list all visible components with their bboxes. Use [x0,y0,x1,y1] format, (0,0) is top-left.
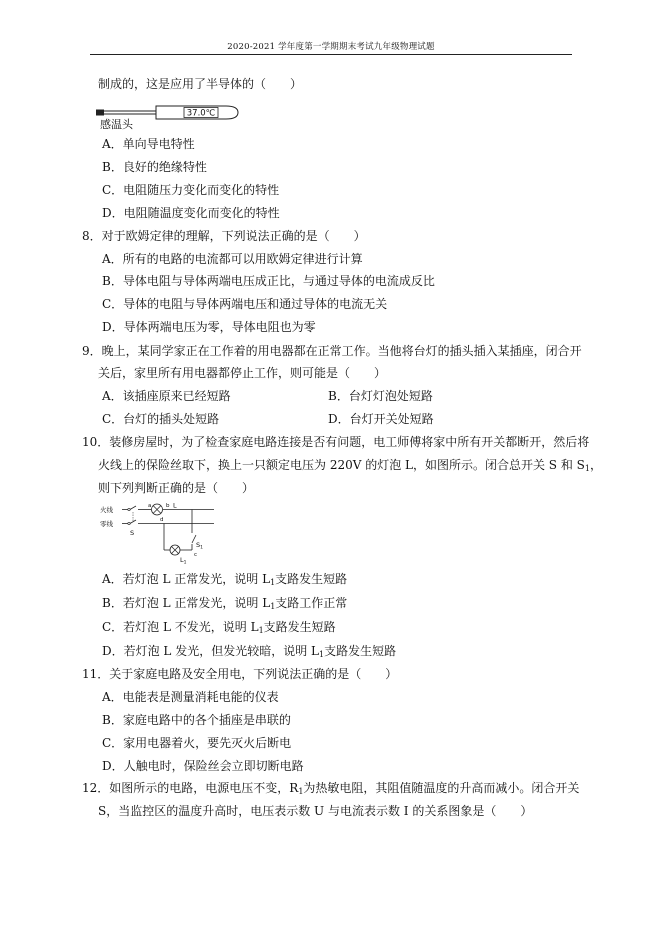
q10-option-c-pre: C．若灯泡 L 不发光，说明 L [102,620,259,634]
q7-option-a: A．单向导电特性 [102,137,195,151]
q12-stem-line2: S，当监控区的温度升高时，电压表示数 U 与电流表示数 I 的关系图象是（ ） [98,804,533,818]
q10-stem-line3: 则下列判断正确的是（ ） [98,481,255,495]
q9-option-b: B．台灯灯泡处短路 [328,389,433,403]
q10-option-b-post: 支路工作正常 [275,596,348,610]
sensor-label: 感温头 [100,118,133,131]
q10-option-c-post: 支路发生短路 [263,620,336,634]
q10-stem-line2-end: ， [589,458,602,472]
q10-option-c-sub: 1 [258,626,264,635]
q12-stem-line1-sub: 1 [298,787,304,796]
q10-stem-line1: 10．装修房屋时，为了检查家庭电路连接是否有问题，电工师傅将家中所有开关都断开，然后将 [82,435,590,449]
q10-option-d-post: 支路发生短路 [324,644,397,658]
q10-option-a-post: 支路发生短路 [275,572,348,586]
sensor-tip-icon [96,110,104,116]
q11-option-c: C．家用电器着火，要先灭火后断电 [102,736,292,750]
q11-stem: 11．关于家庭电路及安全用电，下列说法正确的是（ ） [82,667,398,681]
q10-option-a-sub: 1 [270,578,276,587]
q8-option-a: A．所有的电路的电流都可以用欧姆定律进行计算 [102,252,363,266]
q10-option-c [102,619,336,639]
q7-option-c: C．电阻随压力变化而变化的特性 [102,183,280,197]
q9-option-a: A．该插座原来已经短路 [102,389,231,403]
page-header: 2020-2021 学年度第一学期期末考试九年级物理试题 [227,42,435,52]
q10-option-b-pre: B．若灯泡 L 正常发光，说明 L [102,596,271,610]
point-a-label: a [148,503,152,509]
thermometer-display-text: 37.0℃ [186,108,216,119]
q7-option-b: B．良好的绝缘特性 [102,160,207,174]
q8-option-c: C．导体的电阻与导体两端电压和通过导体的电流无关 [102,297,388,311]
q12-stem-line1-post: 为热敏电阻，其阻值随温度的升高而减小。闭合开关 [303,781,580,795]
q10-option-d [102,643,396,663]
q9-option-d: D．台灯开关处短路 [328,412,434,426]
q11-option-d: D．人触电时，保险丝会立即切断电路 [102,759,304,773]
household-circuit-diagram [100,500,218,568]
q10-option-a-pre: A．若灯泡 L 正常发光，说明 L [102,572,271,586]
q10-stem-line2-text: 火线上的保险丝取下，换上一只额定电压为 220V 的灯泡 L，如图所示。闭合总开关 S 和 S [98,458,585,472]
header-rule [90,54,572,55]
q11-option-b: B．家庭电路中的各个插座是串联的 [102,713,291,727]
q10-option-d-pre: D．若灯泡 L 发光，但发光较暗，说明 L [102,644,320,658]
q10-stem-line2-sub: 1 [584,464,590,473]
thermometer-figure [86,100,246,132]
q8-stem: 8．对于欧姆定律的理解，下列说法正确的是（ ） [82,229,366,243]
point-c-label: c [194,552,198,558]
q10-stem-line2 [98,457,602,477]
q12-stem-line1-pre: 12．如图所示的电路，电源电压不变，R [82,781,299,795]
bulb-L-label: L [173,501,177,510]
switch-S-label: S [130,529,135,537]
live-wire-label: 火线 [100,506,113,514]
q10-option-a [102,571,347,591]
neutral-wire-label: 零线 [100,520,113,528]
q9-option-c: C．台灯的插头处短路 [102,412,220,426]
q7-option-d: D．电阻随温度变化而变化的特性 [102,206,280,220]
q12-stem-line1 [82,780,579,800]
q10-option-b [102,595,347,615]
bulb-L1-label: $L_1$ [180,556,187,566]
q10-option-d-sub: 1 [319,650,325,659]
q7-stem: 制成的，这是应用了半导体的（ ） [98,77,303,91]
q8-option-b: B．导体电阻与导体两端电压成正比，与通过导体的电流成反比 [102,274,435,288]
q11-option-a: A．电能表是测量消耗电能的仪表 [102,690,279,704]
q9-stem-line1: 9．晚上，某同学家正在工作着的用电器都在正常工作。当他将台灯的插头插入某插座，闭合开 [82,344,582,358]
main-switch-live-icon [130,506,136,510]
q8-option-d: D．导体两端电压为零，导体电阻也为零 [102,320,316,334]
point-b-label: b [166,503,170,509]
q10-option-b-sub: 1 [270,602,276,611]
point-d-label: d [160,517,164,523]
q9-stem-line2: 关后，家里所有用电器都停止工作，则可能是（ ） [98,366,387,380]
switch-S1-label: $S_1$ [196,541,204,551]
